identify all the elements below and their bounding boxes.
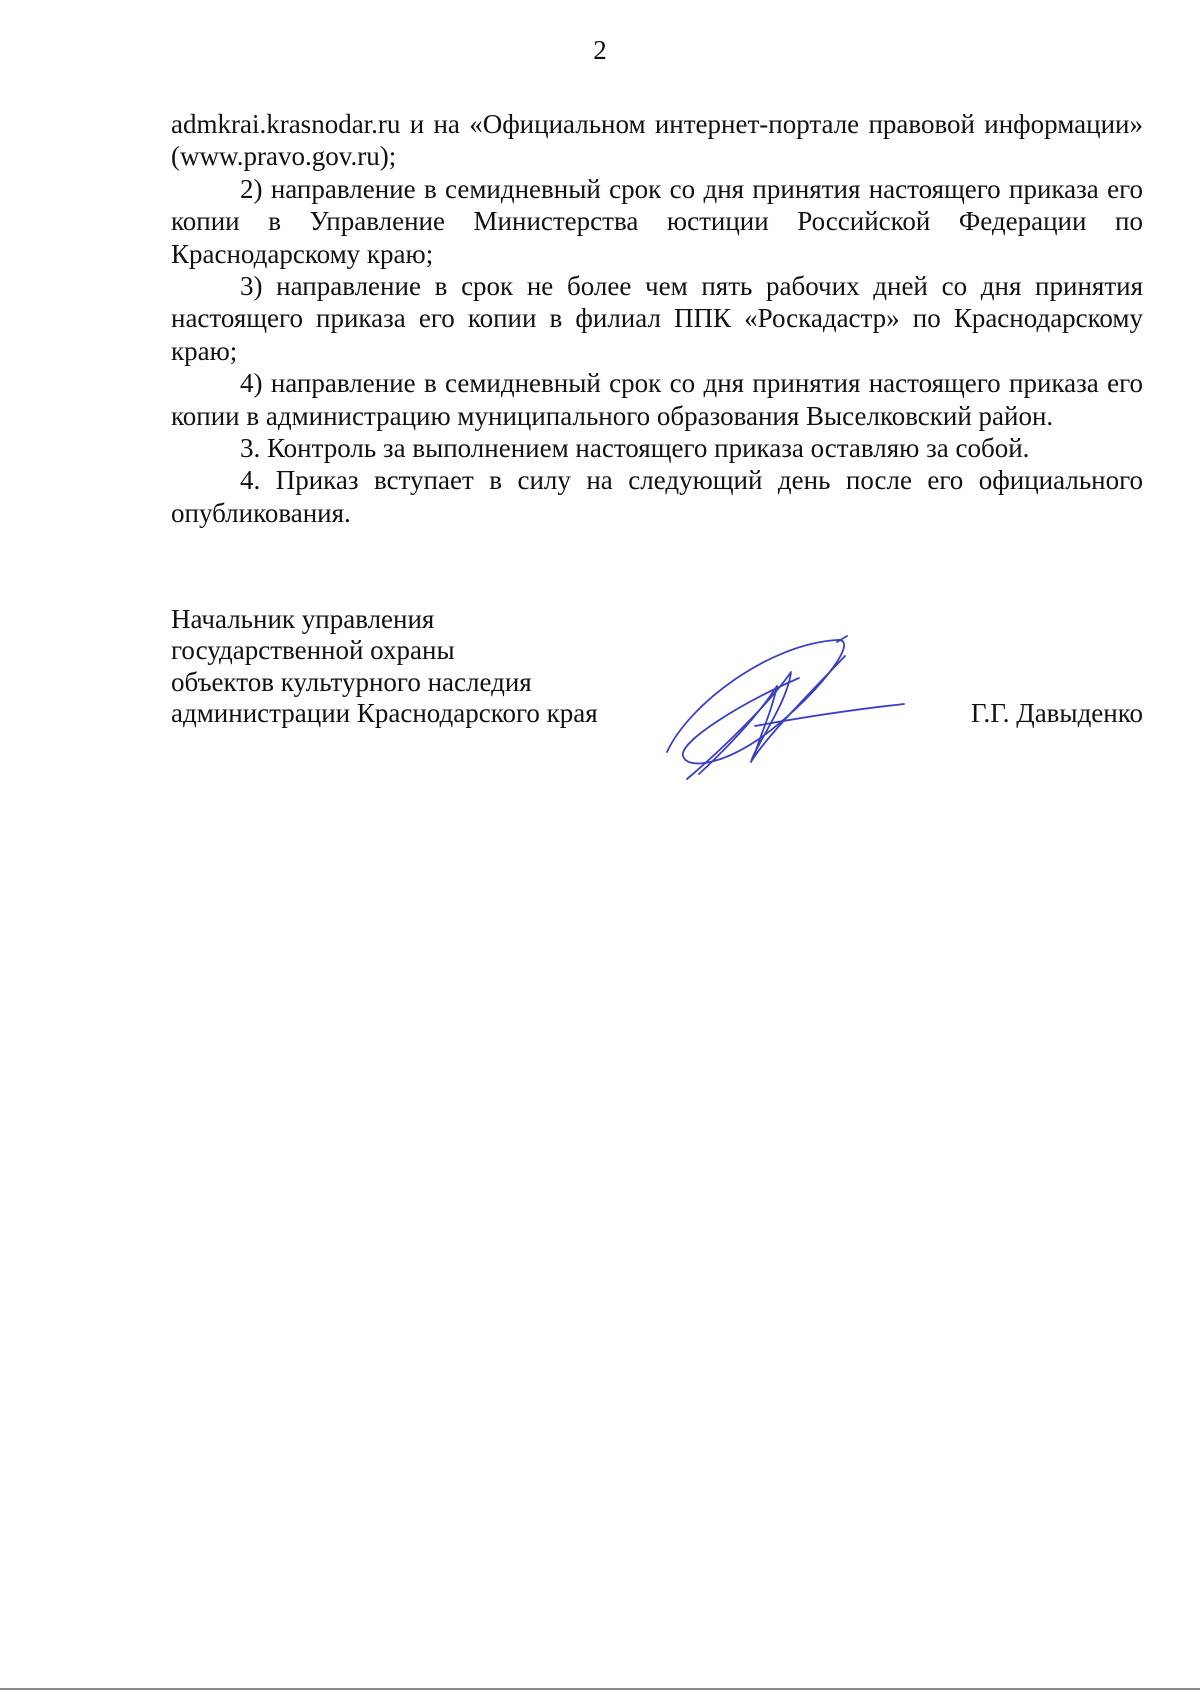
signer-position-line: объектов культурного наследия (171, 666, 532, 697)
signature-strokes (667, 636, 904, 779)
paragraph-continuation: admkrai.krasnodar.ru и на «Официальном интернет-портале правовой информации» (www.pravo.gov.ru); (171, 109, 1143, 172)
paragraph-clause-4: 4. Приказ вступает в силу на следующий день после его официального опубликования. (171, 465, 1143, 528)
signer-name: Г.Г. Давыденко (970, 698, 1143, 728)
signer-position-line: государственной охраны (171, 635, 455, 666)
signer-position-line: Начальник управления (171, 604, 435, 634)
signature-block (171, 604, 1143, 784)
paragraph-item-4: 4) направление в семидневный срок со дня принятия настоящего приказа его копии в администрацию муниципального образования Выселковский район. (171, 368, 1143, 431)
document-body (171, 108, 1143, 529)
signer-position-line: администрации Краснодарского края (171, 698, 598, 729)
paragraph-item-3: 3) направление в срок не более чем пять рабочих дней со дня принятия настоящего приказа его копии в филиал ППК «Роскадастр» по Краснодарскому краю; (171, 271, 1143, 366)
handwritten-signature (659, 634, 909, 784)
page-number: 2 (593, 35, 607, 65)
paragraph-item-2: 2) направление в семидневный срок со дня принятия настоящего приказа его копии в Управление Министерства юстиции Российской Федерации по Краснодарскому краю; (171, 173, 1143, 269)
paragraph-clause-3: 3. Контроль за выполнением настоящего приказа оставляю за собой. (240, 433, 1030, 464)
bottom-page-border (0, 1688, 1200, 1690)
